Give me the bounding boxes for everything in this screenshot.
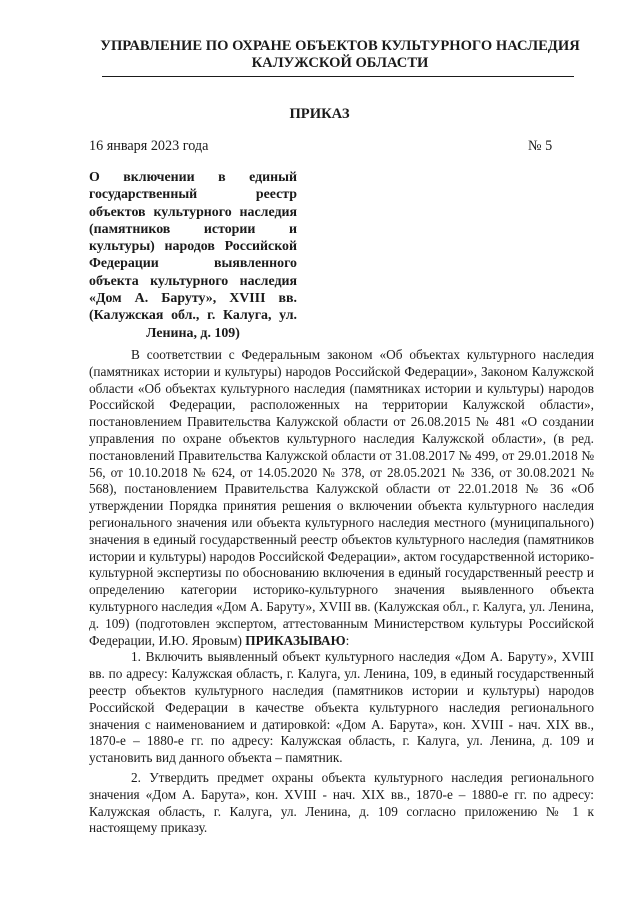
subject-line: культуры) народов Российской — [89, 239, 297, 255]
authority-name-line-2: КАЛУЖСКОЙ ОБЛАСТИ — [251, 55, 429, 71]
subject-line: (Калужская обл., г. Калуга, ул. — [89, 308, 297, 324]
subject-line: Ленина, д. 109) — [146, 325, 240, 341]
authority-name-line-1: УПРАВЛЕНИЕ ПО ОХРАНЕ ОБЪЕКТОВ КУЛЬТУРНОГО НАСЛЕДИЯ — [100, 38, 580, 54]
subject-line: «Дом А. Баруту», XVIII вв. — [89, 291, 297, 307]
subject-line: О включении в единый — [89, 170, 297, 185]
order-keyword-colon: : — [345, 632, 350, 648]
order-body — [89, 347, 594, 837]
preamble-text: В соответствии с Федеральным законом «Об объектах культурного наследия (памятниках истории и культуры) народов Российской Федерации», Законом Калужской области «Об объектах культурного наследия (памятниках истории и культуры) народов Российской Федерации, расположенных на территории Калужской области», постановлением Правительства Калужской области от 26.08.2015 № 481 «О создании управления по охране объектов культурного наследия Калужской области», (в ред. постановлений Правительства Калужской области от 31.08.2017 № 499, от 29.01.2018 № 56, от 10.10.2018 № 624, от 14.05.2020 № 378, от 28.05.2021 № 336, от 30.08.2021 № 568), постановлением Правительства Калужской области от 22.01.2018 № 36 «Об утверждении Порядка принятия решения о включении объекта культурного наследия регионального значения или объекта культурного наследия местного (муниципального) значения в единый государственный реестр объектов культурного наследия (памятников истории и культуры) народов Российской Федерации», актом государственной историко-культурной экспертизы по обоснованию включения в единый государственный реестр и определению категории историко-культурного значения выявленного объекта культурного наследия «Дом А. Баруту», XVIII вв. (Калужская обл., г. Калуга, ул. Ленина, д. 109) (подготовлен экспертом, аттестованным Министерством культуры Российской Федерации, И.Ю. Яровым) — [89, 347, 594, 648]
subject-line: объектов культурного наследия — [89, 204, 297, 220]
subject-line: государственный реестр — [89, 187, 297, 203]
subject-line: Федерации выявленного — [89, 256, 297, 272]
order-item-1: 1. Включить выявленный объект культурного наследия «Дом А. Баруту», XVIII вв. по адресу: Калужская область, г. Калуга, ул. Ленина, 109, в единый государственный реестр объектов культурного наследия (памятников истории и культуры) народов Российской Федерации в качестве объекта культурного наследия регионального значения с наименованием и датировкой: «Дом А. Барута», кон. XVIII - нач. XIX вв., 1870-е – 1880-е гг. по адресу: Калужская область, г. Калуга, ул. Ленина, д. 109 и установить вид данного объекта – памятник. — [89, 649, 594, 766]
document-type-title: ПРИКАЗ — [289, 106, 350, 122]
order-keyword: ПРИКАЗЫВАЮ — [245, 632, 346, 648]
order-subject — [89, 169, 297, 342]
document-date: 16 января 2023 года — [89, 138, 209, 154]
header-underline — [102, 76, 574, 77]
subject-line: объекта культурного наследия — [89, 273, 297, 289]
document-number: № 5 — [528, 138, 553, 154]
preamble-paragraph — [89, 347, 594, 649]
subject-line: (памятников истории и — [89, 221, 297, 237]
issuing-authority-header — [100, 38, 580, 72]
order-item-2: 2. Утвердить предмет охраны объекта культурного наследия регионального значения «Дом А. Барута», кон. XVIII - нач. XIX вв., 1870-е – 1880-е гг. по адресу: Калужская область, г. Калуга, ул. Ленина, д. 109 согласно приложению № 1 к настоящему приказу. — [89, 769, 594, 836]
